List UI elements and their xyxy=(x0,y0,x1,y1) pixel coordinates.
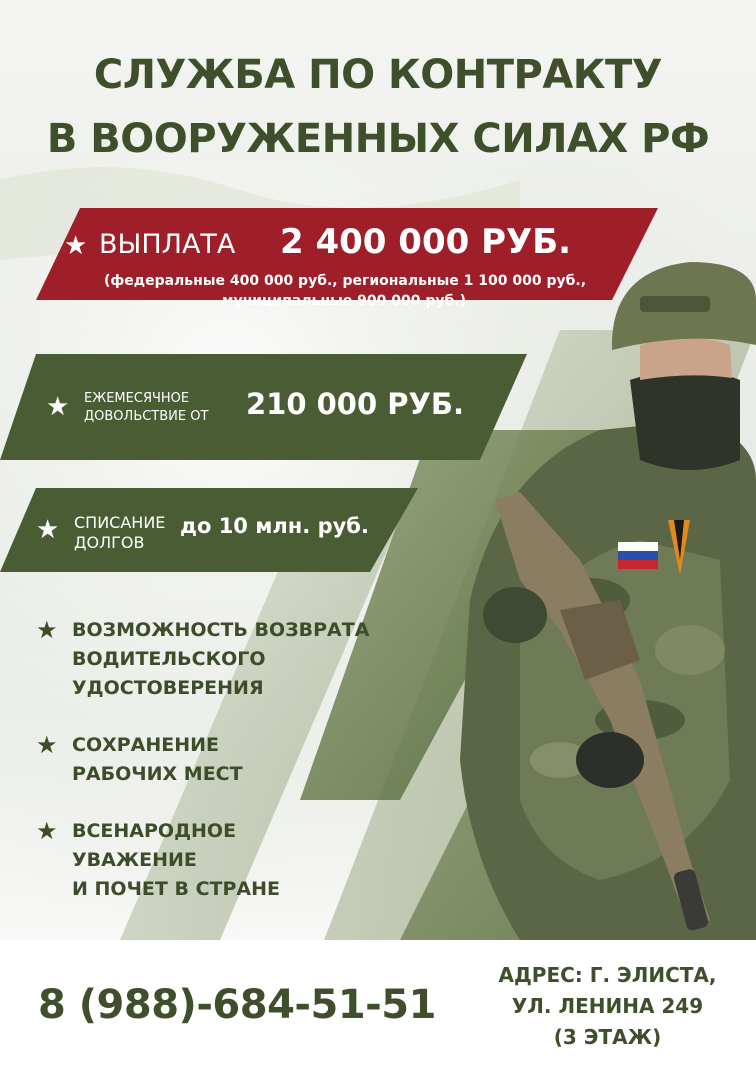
benefit-text xyxy=(72,731,243,789)
benefit-line: ВОДИТЕЛЬСКОГО xyxy=(72,648,266,670)
benefit-line: УДОСТОВЕРЕНИЯ xyxy=(72,677,264,699)
star-icon: ★ xyxy=(36,731,58,759)
debts-label-line-2: ДОЛГОВ xyxy=(74,533,145,552)
payment-detail-line-1: (федеральные 400 000 руб., региональные 1 100 000 руб., xyxy=(104,273,587,289)
debts-amount: до 10 млн. руб. xyxy=(180,514,369,538)
phone-number[interactable]: 8 (988)-684-51-51 xyxy=(38,982,436,1028)
address-line-3: (3 ЭТАЖ) xyxy=(553,1025,662,1049)
address-line-2: УЛ. ЛЕНИНА 249 xyxy=(511,994,704,1018)
payment-amount: 2 400 000 РУБ. xyxy=(280,222,572,262)
benefit-line: ВСЕНАРОДНОЕ xyxy=(72,820,237,842)
benefit-text xyxy=(72,817,280,904)
benefit-line: И ПОЧЕТ В СТРАНЕ xyxy=(72,878,280,900)
address-line-1: АДРЕС: Г. ЭЛИСТА, xyxy=(498,963,717,987)
benefit-line: СОХРАНЕНИЕ xyxy=(72,734,220,756)
allowance-label-line-2: ДОВОЛЬСТВИЕ ОТ xyxy=(84,409,209,424)
debts-label-line-1: СПИСАНИЕ xyxy=(74,513,166,532)
allowance-amount: 210 000 РУБ. xyxy=(246,387,464,421)
star-icon: ★ xyxy=(36,817,58,845)
benefit-line: ВОЗМОЖНОСТЬ ВОЗВРАТА xyxy=(72,619,370,641)
star-icon: ★ xyxy=(64,231,88,261)
headline-line-2: В ВООРУЖЕННЫХ СИЛАХ РФ xyxy=(46,116,710,162)
star-icon: ★ xyxy=(46,392,70,422)
benefit-text xyxy=(72,616,369,703)
benefit-line: УВАЖЕНИЕ xyxy=(72,849,197,871)
payment-label: ВЫПЛАТА xyxy=(99,229,236,260)
allowance-label-line-1: ЕЖЕМЕСЯЧНОЕ xyxy=(84,391,190,406)
star-icon: ★ xyxy=(36,515,60,545)
headline-line-1: СЛУЖБА ПО КОНТРАКТУ xyxy=(93,52,663,98)
payment-detail-line-2: муниципальные 900 000 руб.) xyxy=(222,293,467,309)
star-icon: ★ xyxy=(36,616,58,644)
benefit-line: РАБОЧИХ МЕСТ xyxy=(72,763,243,785)
address-block xyxy=(470,960,745,1053)
